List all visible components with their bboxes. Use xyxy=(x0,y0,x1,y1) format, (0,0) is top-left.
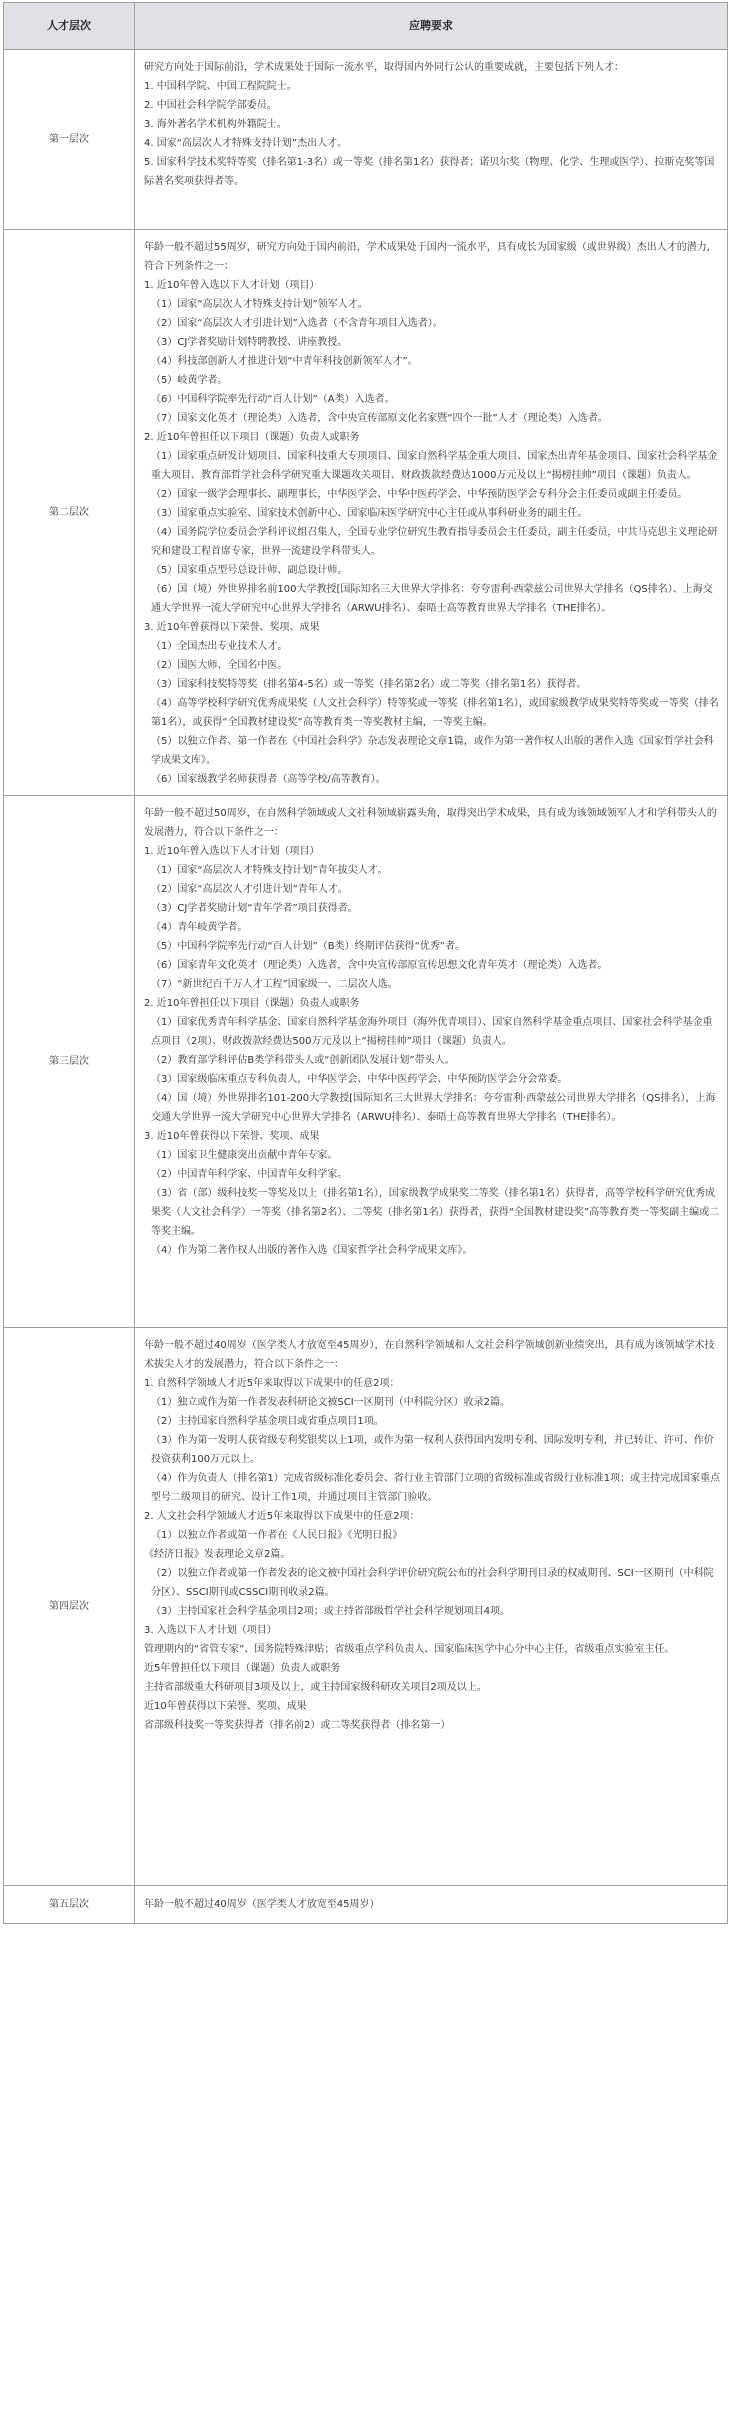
requirement-line: 近5年曾担任以下项目（课题）负责人或职务 xyxy=(144,1663,341,1674)
requirement-line: 主持省部级重大科研项目3项及以上，或主持国家级科研攻关项目2项及以上。 xyxy=(144,1682,487,1693)
requirement-line: （4）国务院学位委员会学科评议组召集人，全国专业学位研究生教育指导委员会主任委员，副主任委员，中共马克思主义理论研究和建设工程首席专家，世界一流建设学科带头人。 xyxy=(151,527,718,557)
requirement-line: （2）国家一级学会理事长、副理事长，中华医学会、中华中医药学会、中华预防医学会专科分会主任委员或副主任委员。 xyxy=(151,489,688,500)
requirement-line: 2. 人文社会科学领域人才近5年来取得以下成果中的任意2项： xyxy=(144,1511,420,1522)
requirement-line: 近10年曾获得以下荣誉、奖项、成果 xyxy=(144,1701,307,1712)
requirement-line: （5）中国科学院率先行动“百人计划”（B类）终期评估获得“优秀”者。 xyxy=(151,941,465,952)
table-row xyxy=(4,1886,728,1924)
requirements-cell xyxy=(135,230,728,796)
requirement-line: （4）作为第二著作权人出版的著作入选《国家哲学社会科学成果文库》。 xyxy=(151,1245,473,1256)
requirement-line: （3）国家科技奖特等奖（排名第4-5名）或一等奖（排名第2名）或二等奖（排名第1名）获得者。 xyxy=(151,679,587,690)
requirement-line: 年龄一般不超过50周岁，在自然科学领域或人文社科领域崭露头角，取得突出学术成果，具有成为该领域领军人才和学科带头人的发展潜力，符合以下条件之一： xyxy=(144,808,717,838)
requirement-line: （1）独立或作为第一作者发表科研论文被SCI一区期刊（中科院分区）收录2篇。 xyxy=(151,1397,511,1408)
requirement-line: （3）作为第一发明人获省级专利奖银奖以上1项，或作为第一权利人获得国内发明专利、国际发明专利，并已转让、许可、作价投资获利100万元以上。 xyxy=(151,1435,714,1465)
requirement-line: （2）以独立作者或第一作者发表的论文被中国社会科学评价研究院公布的社会科学期刊目录的权威期刊、SCI一区期刊（中科院分区）、SSCI期刊或CSSCI期刊收录2篇。 xyxy=(151,1568,714,1598)
requirement-line: （3）CJ学者奖励计划特聘教授、讲座教授。 xyxy=(151,337,348,348)
requirement-line: 管理期内的“省管专家”、国务院特殊津贴；省级重点学科负责人、国家临床医学中心分中心主任，省级重点实验室主任。 xyxy=(144,1644,675,1655)
requirement-line: 2. 近10年曾担任以下项目（课题）负责人或职务 xyxy=(144,432,360,443)
requirements-cell xyxy=(135,1886,728,1924)
table-row xyxy=(4,1328,728,1886)
talent-level-cell: 第五层次 xyxy=(4,1886,135,1924)
requirement-line: （6）国（境）外世界排名前100大学教授[国际知名三大世界大学排名：夸夸雷利·西蒙兹公司世界大学排名（QS排名）、上海交通大学世界一流大学研究中心世界大学排名（ARWU排名）、泰晤士高等教育世界大学排名（THE排名）。 xyxy=(151,584,713,614)
requirement-line: 研究方向处于国际前沿，学术成果处于国际一流水平，取得国内外同行公认的重要成就，主要包括下列人才： xyxy=(144,62,624,73)
requirement-line: （5）国家重点型号总设计师、副总设计师。 xyxy=(151,565,348,576)
requirement-line: （4）作为负责人（排名第1）完成省级标准化委员会、省行业主管部门立项的省级标准或省级行业标准1项；或主持完成国家重点型号二级项目的研究、设计工作1项，并通过项目主管部门验收。 xyxy=(151,1473,721,1503)
requirement-line: （1）全国杰出专业技术人才。 xyxy=(151,641,288,652)
requirement-line: （1）国家优秀青年科学基金、国家自然科学基金海外项目（海外优青项目）、国家自然科学基金重点项目、国家社会科学基金重点项目（2项）、财政拨款经费达500万元及以上“揭榜挂帅”项目（课题）负责人。 xyxy=(151,1017,713,1047)
requirement-line: （3）CJ学者奖励计划“青年学者”项目获得者。 xyxy=(151,903,358,914)
requirement-line: （5）岐黄学者。 xyxy=(151,375,228,386)
requirement-line: 1. 中国科学院、中国工程院院士。 xyxy=(144,81,297,92)
requirement-line: （2）国家“高层次人才引进计划”入选者（不含青年项目入选者）。 xyxy=(151,318,443,329)
requirement-line: （2）主持国家自然科学基金项目或省重点项目1项。 xyxy=(151,1416,384,1427)
talent-level-cell: 第四层次 xyxy=(4,1328,135,1886)
requirement-line: 1. 近10年曾入选以下人才计划（项目） xyxy=(144,280,320,291)
requirement-line: 年龄一般不超过55周岁，研究方向处于国内前沿，学术成果处于国内一流水平，具有成长为国家级（或世界级）杰出人才的潜力，符合下列条件之一： xyxy=(144,242,717,272)
talent-level-cell: 第二层次 xyxy=(4,230,135,796)
header-talent-level: 人才层次 xyxy=(4,3,135,50)
requirement-line: 年龄一般不超过40周岁（医学类人才放宽至45周岁） xyxy=(144,1899,380,1910)
table-header-row xyxy=(4,3,728,50)
requirement-line: （1）国家“高层次人才特殊支持计划”领军人才。 xyxy=(151,299,368,310)
talent-level-cell: 第一层次 xyxy=(4,50,135,230)
requirement-line: （1）国家重点研发计划项目、国家科技重大专项项目、国家自然科学基金重大项目、国家杰出青年基金项目、国家社会科学基金重大项目、教育部哲学社会科学研究重大课题攻关项目、财政拨款经费达1000万元及以上“揭榜挂帅”项目（课题）负责人。 xyxy=(151,451,718,481)
requirement-line: （7）“新世纪百千万人才工程”国家级一、二层次人选。 xyxy=(151,979,398,990)
requirement-line: 4. 国家“高层次人才特殊支持计划”杰出人才。 xyxy=(144,138,348,149)
requirement-line: （3）主持国家社会科学基金项目2项；或主持省部级哲学社会科学规划项目4项。 xyxy=(151,1606,511,1617)
requirement-line: （4）科技部创新人才推进计划“中青年科技创新领军人才”。 xyxy=(151,356,418,367)
requirement-line: 年龄一般不超过40周岁（医学类人才放宽至45周岁），在自然科学领域和人文社会科学领域创新业绩突出，具有成为该领域学术技术拔尖人才的发展潜力，符合以下条件之一： xyxy=(144,1340,715,1370)
talent-requirements-table xyxy=(3,2,728,1924)
requirement-line: （5）以独立作者、第一作者在《中国社会科学》杂志发表理论文章1篇，或作为第一著作权人出版的著作入选《国家哲学社会科学成果文库》。 xyxy=(151,736,714,766)
table-row xyxy=(4,796,728,1328)
requirement-line: （1）国家卫生健康突出贡献中青年专家。 xyxy=(151,1150,338,1161)
requirement-line: 2. 近10年曾担任以下项目（课题）负责人或职务 xyxy=(144,998,360,1009)
table-row xyxy=(4,230,728,796)
requirement-line: 2. 中国社会科学院学部委员。 xyxy=(144,100,277,111)
requirement-line: 3. 近10年曾获得以下荣誉、奖项、成果 xyxy=(144,1131,320,1142)
requirement-line: 1. 近10年曾入选以下人才计划（项目） xyxy=(144,846,320,857)
requirement-line: （3）省（部）级科技奖一等奖及以上（排名第1名），国家级教学成果奖二等奖（排名第1名）获得者，高等学校科学研究优秀成果奖（人文社会科学）一等奖（排名第2名）、二等奖（排名第1名）获得者，获得“全国教材建设奖”高等教育类一等奖副主编或二等奖主编。 xyxy=(151,1188,720,1237)
table-body xyxy=(4,50,728,1924)
requirement-line: 1. 自然科学领域人才近5年来取得以下成果中的任意2项： xyxy=(144,1378,400,1389)
requirement-line: 3. 近10年曾获得以下荣誉、奖项、成果 xyxy=(144,622,320,633)
talent-level-cell: 第三层次 xyxy=(4,796,135,1328)
requirement-line: 3. 入选以下人才计划（项目） xyxy=(144,1625,277,1636)
requirement-line: （6）中国科学院率先行动“百人计划”（A类）入选者。 xyxy=(151,394,395,405)
requirement-line: （2）中国青年科学家、中国青年女科学家。 xyxy=(151,1169,348,1180)
requirement-line: （4）高等学校科学研究优秀成果奖（人文社会科学）特等奖或一等奖（排名第1名），或国家级教学成果奖特等奖或一等奖（排名第1名），或获得“全国教材建设奖”高等教育类一等奖教材主编，一等奖主编。 xyxy=(151,698,719,728)
requirement-line: 《经济日报》发表理论文章2篇。 xyxy=(144,1549,291,1560)
table-row xyxy=(4,50,728,230)
requirement-line: （3）国家重点实验室、国家技术创新中心、国家临床医学研究中心主任或从事科研业务的副主任。 xyxy=(151,508,588,519)
requirements-cell xyxy=(135,796,728,1328)
requirement-line: （4）国（境）外世界排名101-200大学教授[国际知名三大世界大学排名：夸夸雷利·西蒙兹公司世界大学排名（QS排名），上海交通大学世界一流大学研究中心世界大学排名（ARWU排名）、泰晤士高等教育世界大学排名（THE排名）。 xyxy=(151,1093,716,1123)
requirement-line: （7）国家文化英才（理论类）入选者，含中央宣传部原文化名家暨“四个一批”人才（理论类）入选者。 xyxy=(151,413,608,424)
requirement-line: （2）教育部学科评估B类学科带头人或“创新团队发展计划”带头人。 xyxy=(151,1055,455,1066)
requirement-line: （2）国家“高层次人才引进计划”青年人才。 xyxy=(151,884,348,895)
requirements-cell xyxy=(135,50,728,230)
requirement-line: 3. 海外著名学术机构外籍院士。 xyxy=(144,119,287,130)
requirement-line: （3）国家级临床重点专科负责人，中华医学会、中华中医药学会、中华预防医学会分会常委。 xyxy=(151,1074,568,1085)
requirement-line: （1）以独立作者或第一作者在《人民日报》《光明日报》 xyxy=(151,1530,403,1541)
requirements-cell xyxy=(135,1328,728,1886)
requirement-line: （6）国家青年文化英才（理论类）入选者，含中央宣传部原宣传思想文化青年英才（理论类）入选者。 xyxy=(151,960,608,971)
requirement-line: （4）青年岐黄学者。 xyxy=(151,922,248,933)
requirement-line: （2）国医大师、全国名中医。 xyxy=(151,660,288,671)
requirement-line: 5. 国家科学技术奖特等奖（排名第1-3名）或一等奖（排名第1名）获得者；诺贝尔奖（物理、化学、生理或医学）、拉斯克奖等国际著名奖项获得者等。 xyxy=(144,157,715,187)
header-requirements: 应聘要求 xyxy=(135,3,728,50)
requirement-line: （1）国家“高层次人才特殊支持计划”青年拔尖人才。 xyxy=(151,865,388,876)
requirement-line: （6）国家级教学名师获得者（高等学校/高等教育）。 xyxy=(151,774,386,785)
requirement-line: 省部级科技奖一等奖获得者（排名前2）或二等奖获得者（排名第一） xyxy=(144,1720,451,1731)
